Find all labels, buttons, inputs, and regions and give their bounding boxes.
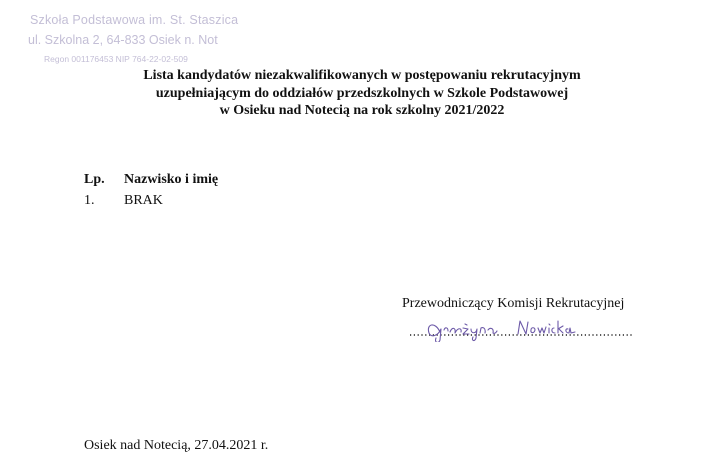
handwritten-signature: [410, 318, 634, 342]
committee-chair-title: Przewodniczący Komisji Rekrutacyjnej: [402, 296, 625, 311]
table-row: [84, 193, 163, 209]
stamp-regon: Regon 001176453 NIP 764-22-02-509: [44, 54, 188, 64]
signature-line: [410, 318, 634, 342]
list-header: [84, 172, 218, 188]
stamp-address: ul. Szkolna 2, 64-833 Osiek n. Not: [28, 33, 218, 47]
stamp-school-name: Szkoła Podstawowa im. St. Staszica: [30, 13, 239, 27]
document-title: [60, 67, 664, 120]
title-line-3: w Osieku nad Notecią na rok szkolny 2021/2022: [219, 103, 505, 118]
title-line-1: Lista kandydatów niezakwalifikowanych w postępowaniu rekrutacyjnym: [143, 68, 581, 83]
row-name: BRAK: [124, 193, 163, 208]
column-header-lp: Lp.: [84, 172, 105, 187]
column-header-name: Nazwisko i imię: [124, 172, 219, 187]
place-and-date: Osiek nad Notecią, 27.04.2021 r.: [84, 438, 269, 453]
title-line-2: uzupełniającym do oddziałów przedszkolnych w Szkole Podstawowej: [155, 85, 569, 101]
row-lp: 1.: [84, 193, 95, 208]
